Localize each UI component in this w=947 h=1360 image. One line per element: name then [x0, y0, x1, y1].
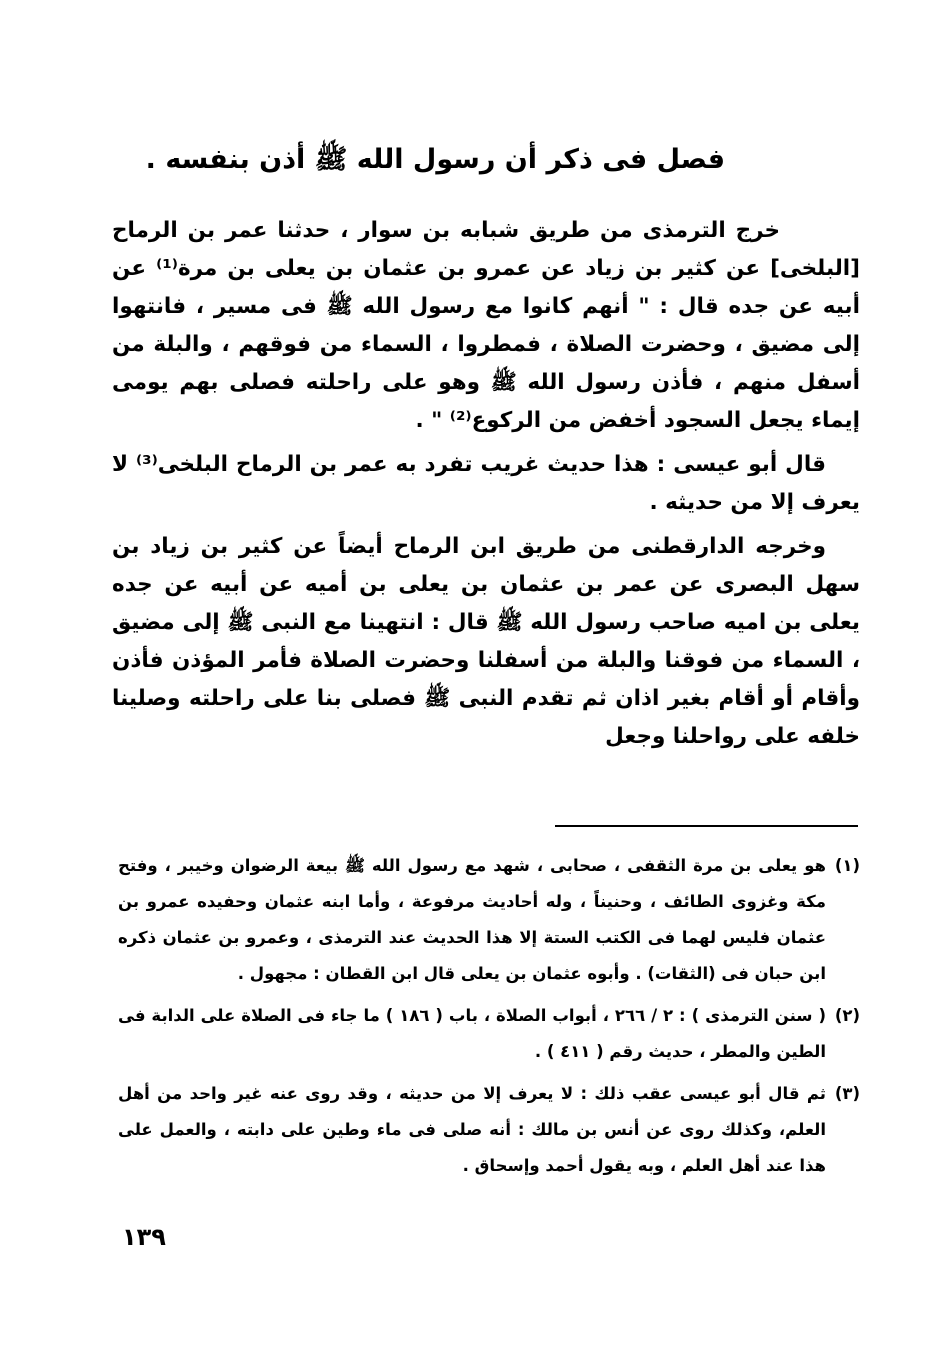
paragraph: قال أبو عيسى : هذا حديث غريب تفرد به عمر بن الرماح البلخى⁽³⁾ لا يعرف إلا من حديثه . — [112, 452, 860, 515]
footnote-text: ثم قال أبو عيسى عقب ذلك : لا يعرف إلا من حديثه ، وقد روى عنه غير واحد من أهل العلم، وكذلك روى عن أنس بن مالك : أنه صلى فى ماء وطين على دابته ، والعمل على هذا عند أهل العلم ، وبه يقول أحمد وإسحاق . — [118, 1084, 826, 1175]
section-heading: فصل فى ذكر أن رسول الله ﷺ أذن بنفسه . — [145, 144, 725, 175]
footnote-number: (٢) — [834, 1006, 860, 1025]
footnote-text: هو يعلى بن مرة الثقفى ، صحابى ، شهد مع رسول الله ﷺ بيعة الرضوان وخيبر ، وفتح مكة وغزوى الطائف ، وحنيناً ، وله أحاديث مرفوعة ، وأما ابنه عثمان وحفيده عمرو بن عثمان فليس لهما فى الكتب الستة إلا هذا الحديث عند الترمذى ، وعمرو بن عثمان ذكره ابن حبان فى (الثقات) . وأبوه عثمان بن يعلى قال ابن القطان : مجهول . — [118, 856, 826, 983]
paragraph: وخرجه الدارقطنى من طريق ابن الرماح أيضاً عن كثير بن زياد بن سهل البصرى عن عمر بن عثمان بن يعلى بن أميه عن أبيه عن جده يعلى بن اميه صاحب رسول الله ﷺ قال : انتهينا مع النبى ﷺ إلى مضيق ، السماء من فوقنا والبلة من أسفلنا وحضرت الصلاة فأمر المؤذن فأذن وأقام أو أقام بغير اذان ثم تقدم النبى ﷺ فصلى بنا على راحلته وصلينا خلفه على رواحلنا وجعل — [112, 534, 860, 749]
footnotes — [118, 848, 860, 1190]
footnote — [118, 998, 860, 1070]
footnote-number: (٣) — [834, 1084, 860, 1103]
footnote-number: (١) — [834, 856, 860, 875]
page-number: ١٣٩ — [122, 1223, 166, 1251]
paragraph: خرج الترمذى من طريق شبابه بن سوار ، حدثنا عمر بن الرماح [البلخى] عن كثير بن زياد عن عمرو بن عثمان بن يعلى بن مرة⁽¹⁾ عن أبيه عن جده قال : " أنهم كانوا مع رسول الله ﷺ فى مسير ، فانتهوا إلى مضيق ، وحضرت الصلاة ، فمطروا ، السماء من فوقهم ، والبلة من أسفل منهم ، فأذن رسول الله ﷺ وهو على راحلته فصلى بهم يومى إيماء يجعل السجود أخفض من الركوع⁽²⁾ " . — [112, 218, 860, 433]
footnote-text: ( سنن الترمذى ) : ٢ / ٢٦٦ ، أبواب الصلاة ، باب ( ١٨٦ ) ما جاء فى الصلاة على الدابة فى الطين والمطر ، حديث رقم ( ٤١١ ) . — [118, 1006, 827, 1061]
footnote — [118, 848, 860, 992]
main-text — [112, 212, 860, 762]
footnote — [118, 1076, 860, 1184]
footnote-divider — [555, 825, 858, 827]
